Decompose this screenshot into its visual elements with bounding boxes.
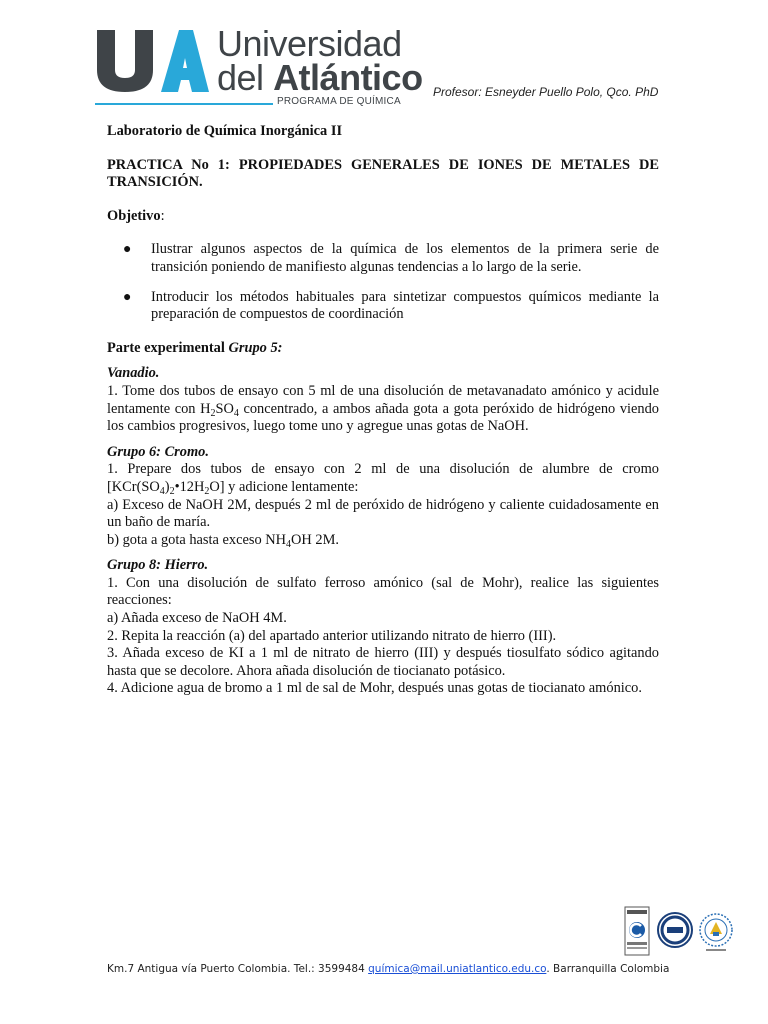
logo-blue-rule (95, 103, 273, 105)
iqnet-certification-seal-icon (657, 912, 693, 948)
university-logo (95, 23, 423, 112)
icontec-certification-seal-icon (624, 906, 650, 956)
objective-heading: Objetivo: (107, 207, 165, 224)
vanadio-step: 1. Tome dos tubos de ensayo con 5 ml de una disolución de metavanadato amónico y acidule lentamente con $H_2SO_4$ concentrado, a ambos añada gota a gota peróxido de hidrógeno viendo los cambios progresivos, luego tome uno y agregue unas gotas de NaOH. (107, 382, 659, 435)
cromo-heading: Grupo 6: Cromo. (107, 443, 209, 460)
vanadio-heading: Vanadio. (107, 365, 160, 382)
logo-wordmark (217, 23, 423, 98)
hierro-step: 4. Adicione agua de bromo a 1 ml de sal de Mohr, después unas gotas de tiocianato amónico. (107, 680, 642, 697)
cromo-step-a: a) Exceso de NaOH 2M, después 2 ml de peróxido de hidrógeno y caliente cuidadosamente en un baño de maría. (107, 496, 659, 531)
cromo-step-1: 1. Prepare dos tubos de ensayo con 2 ml de una disolución de alumbre de cromo $[KCr(SO_4)_2•12H_2O]$ y adicione lentamente: (107, 461, 659, 497)
hierro-heading: Grupo 8: Hierro. (107, 557, 209, 574)
hierro-step: a) Añada exceso de NaOH 4M. (107, 610, 287, 627)
bullet-icon: ● (123, 289, 132, 305)
ua-logo-mark (95, 28, 209, 94)
hierro-step: 1. Con una disolución de sulfato ferroso amónico (sal de Mohr), realice las siguientes reacciones: (107, 574, 659, 609)
objective-item: ● Introducir los métodos habituales para sintetizar compuestos químicos mediante la preparación de compuestos de coordinación (123, 288, 659, 323)
footer-email-link[interactable]: química@mail.uniatlantico.edu.co (368, 963, 547, 975)
accreditation-seal-icon (698, 912, 734, 954)
footer-city: . Barranquilla Colombia (546, 963, 670, 975)
cromo-step-b: b) gota a gota hasta exceso $NH_4OH$ 2M. (107, 531, 340, 550)
hierro-step: 3. Añada exceso de KI a 1 ml de nitrato de hierro (III) y después tiosulfato sódico agitando hasta que se decolore. Ahora añada disolución de tiocianato potásico. (107, 645, 659, 679)
bullet-icon: ● (123, 242, 132, 258)
objective-item: ● Ilustrar algunos aspectos de la química de los elementos de la primera serie de transición poniendo de manifiesto algunas tendencias a lo largo de la serie. (123, 241, 659, 275)
objectives-list (107, 241, 659, 323)
logo-word-universidad: Universidad (217, 23, 402, 64)
practice-title: PRACTICA No 1: PROPIEDADES GENERALES DE IONES DE METALES DE TRANSICIÓN. (107, 156, 659, 191)
course-title: Laboratorio de Química Inorgánica II (107, 123, 343, 139)
document-body (107, 123, 659, 698)
footer-address: Km.7 Antigua vía Puerto Colombia. Tel.: 3599484 (107, 963, 369, 975)
logo-program-label: PROGRAMA DE QUÍMICA (277, 96, 401, 107)
hierro-step: 2. Repita la reacción (a) del apartado anterior utilizando nitrato de hierro (III). (107, 627, 557, 644)
experimental-heading: Parte experimental Grupo 5: (107, 339, 283, 356)
professor-name: Profesor: Esneyder Puello Polo, Qco. PhD (433, 85, 659, 99)
logo-word-del-atlantico: del Atlántico (217, 57, 423, 98)
footer-contact (107, 963, 669, 975)
